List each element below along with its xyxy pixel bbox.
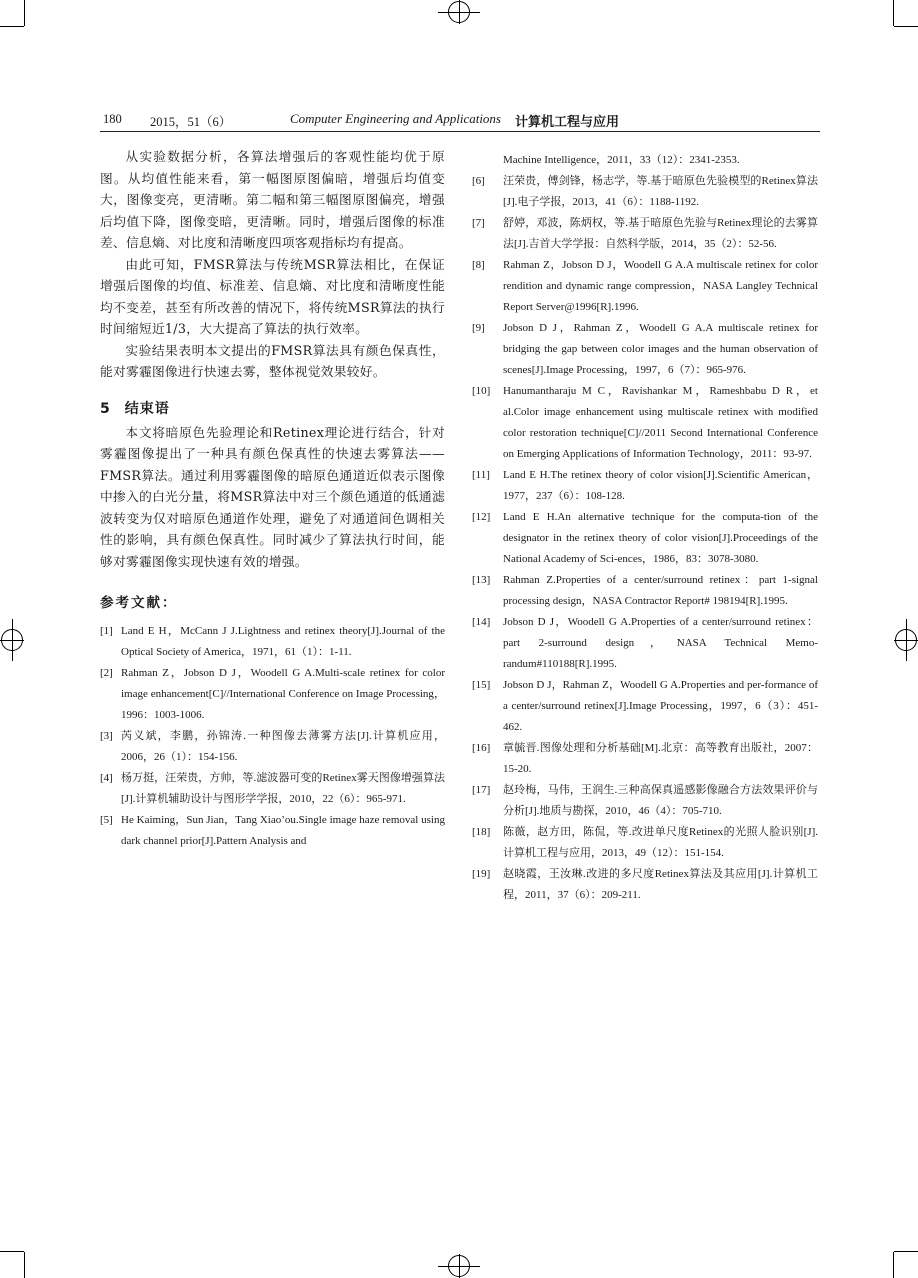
conclusion-paragraph: 本文将暗原色先验理论和Retinex理论进行结合，针对雾霾图像提出了一种具有颜色保真性的快速去雾算法——FMSR算法。通过利用雾霾图像的暗原色通道近似表示图像中掺入的白光分量，将MSR算法中对三个颜色通道的低通滤波转变为仅对暗原色通道作处理，避免了对通道间色调相关性的影响，具有颜色保真性。同时减少了算法执行时间，能够对雾霾图像实现快速有效的增强。 xyxy=(100,424,445,569)
reference-item: [19] 赵晓霞，王汝琳.改进的多尺度Retinex算法及其应用[J].计算机工程，2011，37（6）：209-211. xyxy=(472,868,818,901)
reference-item: [10] Hanumantharaju M C，Ravishankar M，Rameshbabu D R，et al.Color image enhancement using multiscale retinex with modified color restoration technique[C]//2011 Second International Conference on Emerging Applications of Information Technology，2011：93-97. xyxy=(472,385,818,460)
body-paragraph: 由此可知，FMSR算法与传统MSR算法相比，在保证增强后图像的均值、标准差、信息熵、对比度和清晰度性能均不变差，甚至有所改善的情况下，将传统MSR算法的执行时间缩短近1/3，大大提高了算法的执行效率。 xyxy=(100,256,445,336)
reference-item: [7] 舒婷，邓波，陈炳权，等.基于暗原色先验与Retinex理论的去雾算法[J].吉首大学学报：自然科学版，2014，35（2）：52-56. xyxy=(472,217,818,250)
section-title: 结束语 xyxy=(124,400,170,417)
reference-item: [14] Jobson D J，Woodell G A.Properties of a center/surround retinex：part 2-surround design，NASA Technical Memo-randum#110188[R].1995. xyxy=(472,616,818,670)
reference-item: [13] Rahman Z.Properties of a center/surround retinex：part 1-signal processing design，NASA Contractor Report# 198194[R].1995. xyxy=(472,574,818,607)
reference-item: [5] He Kaiming，Sun Jian，Tang Xiao’ou.Single image haze removal using dark channel prior[J].Pattern Analysis and xyxy=(100,814,445,847)
journal-name-cn: 计算机工程与应用 xyxy=(515,115,620,130)
left-column xyxy=(100,146,445,852)
reference-item: [15] Jobson D J，Rahman Z，Woodell G A.Properties and per-formance of a center/surround retinex[J].Image Processing，1997，6（3）：451-462. xyxy=(472,679,818,733)
header-rule xyxy=(100,131,820,132)
journal-name-en: Computer Engineering and Applications xyxy=(290,111,501,126)
section-number: 5 xyxy=(100,400,111,417)
body-paragraph: 从实验数据分析，各算法增强后的客观性能均优于原图。从均值性能来看，第一幅图原图偏暗，增强后均值变大，图像变亮，更清晰。第二幅和第三幅图原图偏亮，增强后均值下降，图像变暗，更清晰。同时，增强后图像的标准差、信息熵、对比度和清晰度四项客观指标均有提高。 xyxy=(100,149,445,250)
reference-item: [6] 汪荣贵，傅剑锋，杨志学，等.基于暗原色先验模型的Retinex算法[J].电子学报，2013，41（6）：1188-1192. xyxy=(472,175,818,208)
reference-item: [2] Rahman Z，Jobson D J，Woodell G A.Multi-scale retinex for color image enhancement[C]//International Conference on Image Processing，1996：1003-1006. xyxy=(100,667,445,721)
section-heading xyxy=(100,398,445,418)
issue-info: 2015，51（6） xyxy=(150,115,232,129)
references-heading: 参考文献： xyxy=(100,595,178,611)
reference-item: [11] Land E H.The retinex theory of color vision[J].Scientific American，1977，237（6）：108-128. xyxy=(472,469,818,502)
body-paragraph: 实验结果表明本文提出的FMSR算法具有颜色保真性，能对雾霾图像进行快速去雾，整体视觉效果较好。 xyxy=(100,342,445,379)
reference-item: [3] 芮义斌，李鹏，孙锦涛.一种图像去薄雾方法[J].计算机应用，2006，26（1）：154-156. xyxy=(100,730,445,763)
reference-item: [1] Land E H，McCann J J.Lightness and retinex theory[J].Journal of the Optical Society of America，1971，61（1）：1-11. xyxy=(100,625,445,658)
reference-item: [4] 杨万挺，汪荣贵，方帅，等.滤波器可变的Retinex雾天图像增强算法[J].计算机辅助设计与图形学学报，2010，22（6）：965-971. xyxy=(100,772,445,805)
reference-item: [8] Rahman Z，Jobson D J，Woodell G A.A multiscale retinex for color rendition and dynamic range compression，NASA Langley Technical Report Server@1996[R].1996. xyxy=(472,259,818,313)
running-header xyxy=(100,110,820,130)
reference-continuation: Machine Intelligence，2011，33（12）：2341-2353. xyxy=(503,154,740,166)
reference-item: [9] Jobson D J，Rahman Z，Woodell G A.A multiscale retinex for bridging the gap between color images and the human observation of scenes[J].Image Processing，1997，6（7）：965-976. xyxy=(472,322,818,376)
reference-item: [12] Land E H.An alternative technique for the computa-tion of the designator in the retinex theory of color vision[J].Proceedings of the National Academy of Sci-ences，1986，83：3078-3080. xyxy=(472,511,818,565)
reference-item: [17] 赵玲梅，马伟，王润生.三种高保真遥感影像融合方法效果评价与分析[J].地质与勘探，2010，46（4）：705-710. xyxy=(472,784,818,817)
page-number: 180 xyxy=(103,112,122,126)
reference-item: [18] 陈薇，赵方田，陈侃，等.改进单尺度Retinex的光照人脸识别[J].计算机工程与应用，2013，49（12）：151-154. xyxy=(472,826,818,859)
right-column xyxy=(472,150,818,906)
reference-item: [16] 章毓晋.图像处理和分析基础[M].北京：高等教育出版社，2007：15-20. xyxy=(472,742,818,775)
